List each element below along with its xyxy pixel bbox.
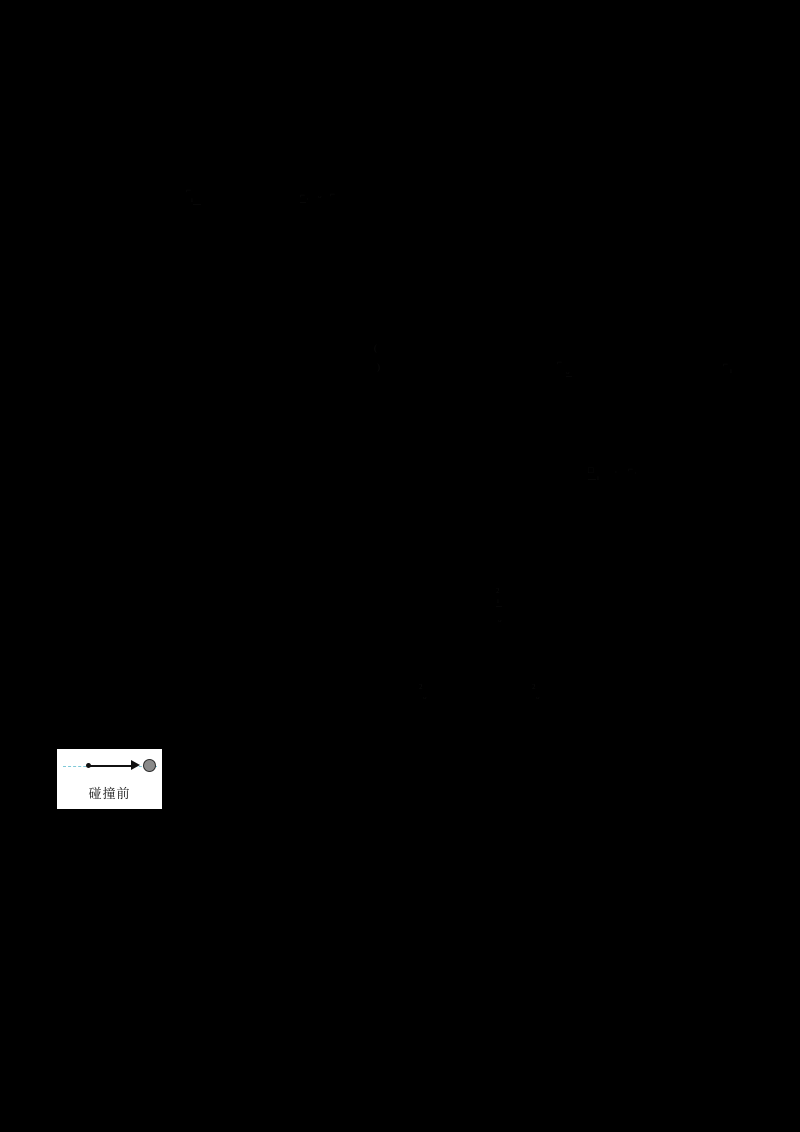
mark-m10: ⌐ xyxy=(723,359,729,369)
rule-r4 xyxy=(588,479,596,480)
mark-m13: ı xyxy=(597,474,599,482)
ball-icon xyxy=(143,759,156,772)
velocity-arrow-shaft xyxy=(89,765,133,767)
rule-r3 xyxy=(566,376,572,377)
velocity-arrow-head xyxy=(131,760,140,770)
mark-m5: ⌐ xyxy=(330,189,336,199)
mark-m11: ı xyxy=(730,367,732,375)
rule-r5 xyxy=(496,606,502,607)
mark-m21: 2 xyxy=(532,683,536,691)
before-collision-callout xyxy=(57,749,162,809)
rule-r1 xyxy=(193,204,201,205)
mark-m2: ı xyxy=(191,196,193,204)
mark-m14: ᶜ xyxy=(615,469,617,477)
mark-m4: ᴗ xyxy=(318,192,322,200)
mark-m19: 2 xyxy=(419,683,423,691)
mark-m6: ( xyxy=(374,343,377,353)
mark-m17: ı xyxy=(497,597,499,605)
mark-m3: ⌐ ̣ xyxy=(300,190,308,200)
mark-m22: ᴗ xyxy=(536,693,540,701)
mark-m15: ⌐ ̣ xyxy=(628,464,636,474)
rule-r2 xyxy=(300,202,306,203)
mark-m16: 2 xyxy=(496,587,500,595)
origin-dot xyxy=(86,763,91,768)
mark-m7: ) xyxy=(377,362,380,372)
mark-m20: ᴗ xyxy=(423,693,427,701)
mark-m9: ᴗ xyxy=(566,368,570,376)
mark-m8: ⌐ xyxy=(557,357,563,367)
mark-m18: ᴗ xyxy=(498,616,502,624)
mark-m12: □ xyxy=(588,465,594,475)
callout-caption: 碰撞前 xyxy=(88,787,131,802)
mark-m1: ⌐ xyxy=(186,185,192,195)
